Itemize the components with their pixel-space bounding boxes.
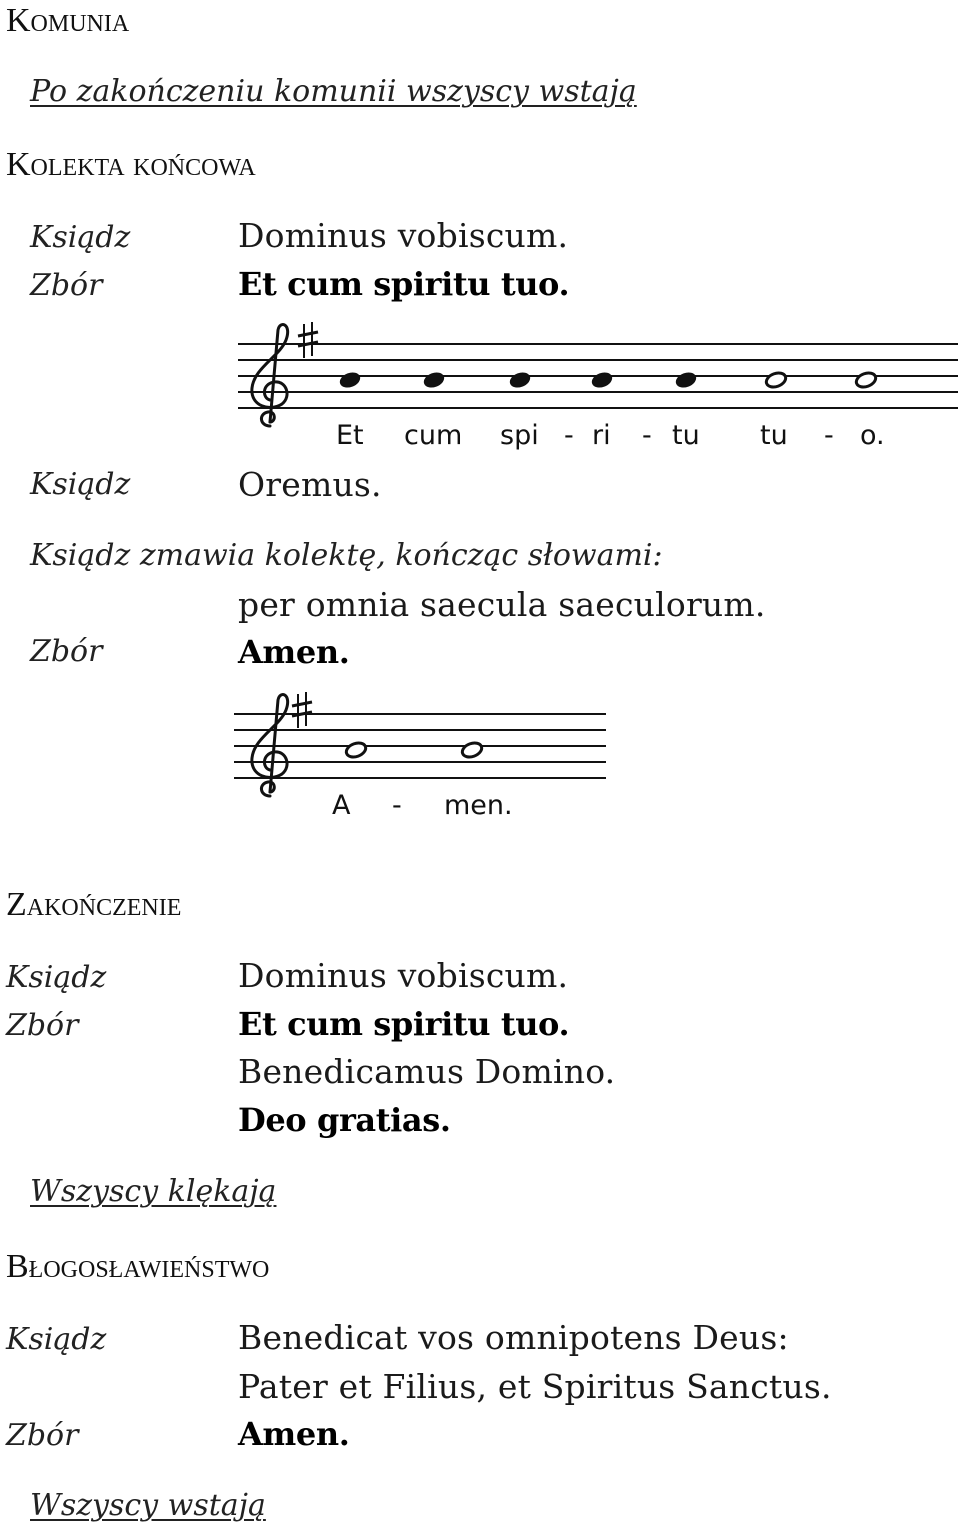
chant-lyrics xyxy=(332,790,513,821)
section-heading-blessing: Błogosławieństwo xyxy=(6,1248,270,1285)
black-note xyxy=(338,370,361,389)
chant-syllable: Et xyxy=(336,420,364,451)
black-note xyxy=(590,370,613,389)
role-label-congregation: Zbór xyxy=(6,1418,79,1453)
rubric-stand-after-communion: Po zakończeniu komunii wszyscy wstają xyxy=(30,74,637,109)
priest-collect-conclusion: per omnia saecula saeculorum. xyxy=(238,585,766,624)
chant-syllable: spi xyxy=(500,420,539,451)
chant-syllable: cum xyxy=(404,420,463,451)
congregation-amen: Amen. xyxy=(238,633,350,671)
role-label-congregation: Zbór xyxy=(30,634,103,669)
priest-blessing-line-1: Benedicat vos omnipotens Deus: xyxy=(238,1318,789,1357)
congregation-amen: Amen. xyxy=(238,1415,350,1453)
chant-syllable: - xyxy=(824,420,834,451)
white-note xyxy=(764,370,787,389)
role-label-priest: Ksiądz xyxy=(6,960,107,995)
priest-oremus: Oremus. xyxy=(238,465,382,504)
sharp-sign-icon xyxy=(292,692,312,728)
chant-syllable: men. xyxy=(444,790,513,821)
chant-syllable: - xyxy=(642,420,652,451)
white-note xyxy=(344,740,367,759)
white-note xyxy=(460,740,483,759)
role-label-priest: Ksiądz xyxy=(6,1322,107,1357)
sharp-sign-icon xyxy=(298,322,318,358)
section-heading-communion: Komunia xyxy=(6,2,130,39)
chant-syllable: A xyxy=(332,790,351,821)
section-heading-closing-collect: Kolekta końcowa xyxy=(6,146,256,183)
rubric-all-stand: Wszyscy wstają xyxy=(30,1488,266,1523)
priest-versicle: Dominus vobiscum. xyxy=(238,216,569,255)
priest-blessing-line-2: Pater et Filius, et Spiritus Sanctus. xyxy=(238,1367,832,1406)
congregation-response: Et cum spiritu tuo. xyxy=(238,1005,570,1043)
staff-lines xyxy=(234,714,606,778)
role-label-priest: Ksiądz xyxy=(30,220,131,255)
white-note xyxy=(854,370,877,389)
rubric-collect-ending: Ksiądz zmawia kolektę, kończąc słowami: xyxy=(30,538,663,573)
section-heading-conclusion: Zakończenie xyxy=(6,886,182,923)
chant-syllable: ri xyxy=(592,420,611,451)
chant-syllable: o. xyxy=(860,420,885,451)
chant-syllable: - xyxy=(392,790,402,821)
role-label-priest: Ksiądz xyxy=(30,467,131,502)
chant-syllable: - xyxy=(564,420,574,451)
chant-staff-et-cum-spiritu xyxy=(230,318,960,458)
black-note xyxy=(422,370,445,389)
chant-syllable: tu xyxy=(760,420,788,451)
chant-notes xyxy=(344,740,483,759)
role-label-congregation: Zbór xyxy=(6,1008,79,1043)
black-note xyxy=(674,370,697,389)
congregation-response: Et cum spiritu tuo. xyxy=(238,265,570,303)
priest-versicle: Dominus vobiscum. xyxy=(238,956,569,995)
black-note xyxy=(508,370,531,389)
priest-dismissal: Benedicamus Domino. xyxy=(238,1052,616,1091)
rubric-all-kneel: Wszyscy klękają xyxy=(30,1174,277,1209)
chant-staff-amen xyxy=(226,690,616,830)
chant-syllable: tu xyxy=(672,420,700,451)
role-label-congregation: Zbór xyxy=(30,268,103,303)
chant-lyrics xyxy=(336,420,885,451)
chant-notes xyxy=(338,370,877,389)
congregation-deo-gratias: Deo gratias. xyxy=(238,1101,451,1139)
